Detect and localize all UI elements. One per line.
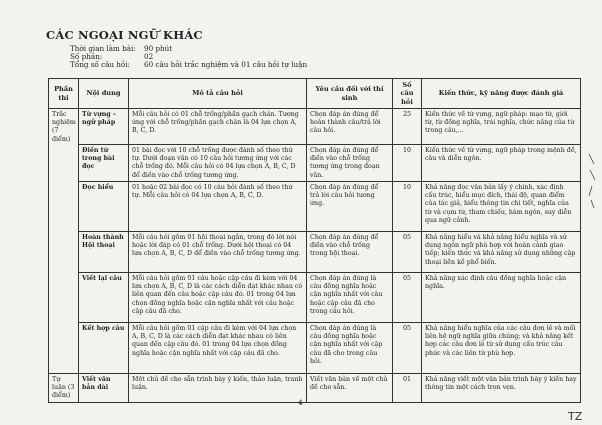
requirement-cell: Chọn đáp án đúng là câu đồng nghĩa hoặc cận nghĩa nhất với cặp câu đã cho trong câu hỏi. xyxy=(307,323,393,374)
part-cell: Trắc nghiệm (7 điểm) xyxy=(49,109,79,374)
exam-structure-table xyxy=(48,78,581,403)
requirement-cell: Chọn đáp án đúng để điền vào chỗ trống tương ứng trong đoạn văn. xyxy=(307,145,393,182)
table-header-row xyxy=(49,79,581,109)
margin-scribble-icon xyxy=(586,150,598,210)
skills-cell: Khả năng xác định câu đồng nghĩa hoặc cận nghĩa. xyxy=(422,273,581,323)
description-cell: Mỗi câu hỏi gồm 01 cặp câu đi kèm với 04 lựa chọn A, B, C, D là các cách diễn đạt khác nhau có liên quan đến cặp câu đó. 01 trong 04 lựa chọn đồng nghĩa hoặc cận nghĩa nhất với cặp câu đã cho. xyxy=(129,323,307,374)
content-cell: Từ vựng – ngữ pháp xyxy=(79,109,129,145)
count-cell: 05 xyxy=(393,232,422,273)
skills-cell: Kiến thức về từ vựng, ngữ pháp trong mệnh đề, câu và diễn ngôn. xyxy=(422,145,581,182)
requirement-cell: Viết văn bản về một chủ đề cho sẵn. xyxy=(307,374,393,403)
count-cell: 10 xyxy=(393,145,422,182)
header-cell: Yêu cầu đối với thí sinh xyxy=(307,79,393,109)
content-cell: Đọc hiểu xyxy=(79,182,129,232)
meta-total-questions xyxy=(70,61,307,68)
skills-cell: Khả năng hiểu và khả năng hiểu nghĩa và sử dụng ngôn ngữ phù hợp với hoàn cảnh giao tiếp; kiến thức và khả năng sử dụng những cặp thoại liền kề phổ biến. xyxy=(422,232,581,273)
content-cell: Kết hợp câu xyxy=(79,323,129,374)
description-cell: 01 hoặc 02 bài đọc có 10 câu hỏi đánh số theo thứ tự. Mỗi câu hỏi có 04 lựa chọn A, B, C, D. xyxy=(129,182,307,232)
requirement-cell: Chọn đáp án đúng để điền vào chỗ trống trong hội thoại. xyxy=(307,232,393,273)
meta-label: Thời gian làm bài: xyxy=(70,44,136,53)
count-cell: 01 xyxy=(393,374,422,403)
part-cell: Tự luận (3 điểm) xyxy=(49,374,79,403)
description-cell: Một chủ đề cho sẵn trình bày ý kiến, thảo luận, tranh luận. xyxy=(129,374,307,403)
meta-value: 90 phút xyxy=(144,44,173,53)
meta-label: Tổng số câu hỏi: xyxy=(70,60,130,69)
requirement-cell: Chọn đáp án đúng để trả lời câu hỏi tương ứng. xyxy=(307,182,393,232)
skills-cell: Khả năng viết một văn bản trình bày ý kiến hay thông tin một cách trọn vẹn. xyxy=(422,374,581,403)
skills-cell: Khả năng hiểu nghĩa của các câu đơn lẻ và mối liên hệ ngữ nghĩa giữa chúng; và khả năng kết hợp các câu đơn lẻ từ sử dụng cấu trúc câu phức và các liên từ phù hợp. xyxy=(422,323,581,374)
description-cell: Mỗi câu hỏi gồm 01 câu hoặc cặp câu đi kèm với 04 lựa chọn A, B, C, D là các cách diễn đạt khác nhau có liên quan đến câu hoặc cặp câu đó. 01 trong 04 lựa chọn đồng nghĩa hoặc cận nghĩa nhất với câu hoặc cặp câu đã cho. xyxy=(129,273,307,323)
header-cell: Mô tả câu hỏi xyxy=(129,79,307,109)
table-row xyxy=(49,273,581,323)
content-cell: Điền từ trong bài đọc xyxy=(79,145,129,182)
skills-cell: Kiến thức về từ vựng, ngữ pháp: mạo từ, giới từ, từ đồng nghĩa, trái nghĩa, chức năng của từ trong câu,... xyxy=(422,109,581,145)
header-cell: Nội dung xyxy=(79,79,129,109)
table-row xyxy=(49,109,581,145)
table-row xyxy=(49,232,581,273)
page-number: 4 xyxy=(298,398,303,407)
meta-value: 60 câu hỏi trắc nghiệm và 01 câu hỏi tự luận xyxy=(144,60,308,69)
content-cell: Viết lại câu xyxy=(79,273,129,323)
description-cell: Mỗi câu hỏi gồm 01 hội thoại ngắn, trong đó lời nói hoặc lời đáp có 01 chỗ trống. Dưới hội thoại có 04 lựa chọn A, B, C, D để điền vào chỗ trống tương ứng. xyxy=(129,232,307,273)
count-cell: 25 xyxy=(393,109,422,145)
table-row xyxy=(49,145,581,182)
table-row xyxy=(49,374,581,403)
corner-initials: TZ xyxy=(568,410,583,423)
skills-cell: Khả năng đọc văn bản lấy ý chính, xác định cấu trúc, hiểu mục đích, thái độ, quan điểm của tác giả, hiểu thông tin chi tiết, nghĩa của từ và cụm từ, tham chiếu, hàm ngôn, suy diễn qua ngữ cảnh. xyxy=(422,182,581,232)
description-cell: 01 bài đọc với 10 chỗ trống được đánh số theo thứ tự. Dưới đoạn văn có 10 câu hỏi tương ứng với các chỗ trống đó. Mỗi câu hỏi có 04 lựa chọn A, B, C, D để điền vào chỗ trống tương ứng. xyxy=(129,145,307,182)
count-cell: 10 xyxy=(393,182,422,232)
requirement-cell: Chọn đáp án đúng là câu đồng nghĩa hoặc cận nghĩa nhất với câu hoặc cặp câu đã cho trong câu hỏi. xyxy=(307,273,393,323)
header-cell: Kiến thức, kỹ năng được đánh giá xyxy=(422,79,581,109)
meta-label: Số phần: xyxy=(70,52,103,61)
section-title: CÁC NGOẠI NGỮ KHÁC xyxy=(46,28,203,42)
content-cell: Viết văn bản dài xyxy=(79,374,129,403)
meta-value: 02 xyxy=(144,52,154,61)
count-cell: 05 xyxy=(393,273,422,323)
margin-marks xyxy=(586,150,598,214)
table-row xyxy=(49,323,581,374)
content-cell: Hoàn thành Hội thoại xyxy=(79,232,129,273)
header-cell: Số câu hỏi xyxy=(393,79,422,109)
table-row xyxy=(49,182,581,232)
description-cell: Mỗi câu hỏi có 01 chỗ trống/phần gạch chân. Tương ứng với chỗ trống/phần gạch chân là 04 lựa chọn A, B, C, D. xyxy=(129,109,307,145)
count-cell: 05 xyxy=(393,323,422,374)
requirement-cell: Chọn đáp án đúng để hoàn thành câu/trả lời câu hỏi. xyxy=(307,109,393,145)
header-cell: Phần thi xyxy=(49,79,79,109)
